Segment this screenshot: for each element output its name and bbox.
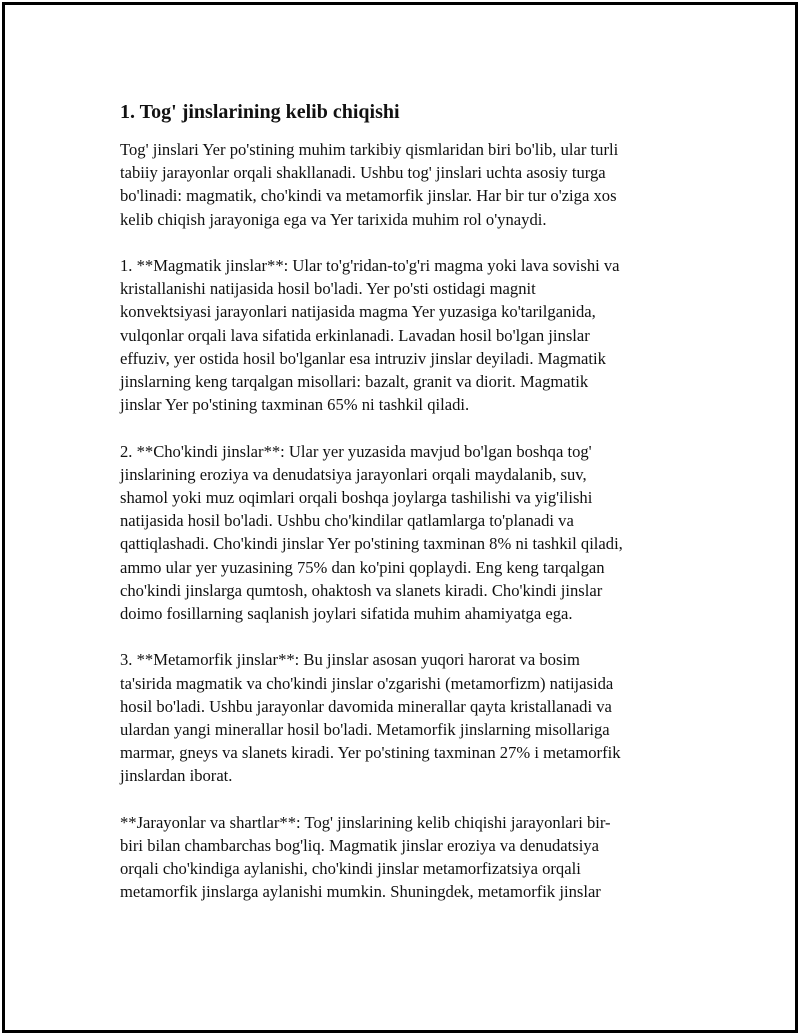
text-line: ta'sirida magmatik va cho'kindi jinslar o'zgarishi (metamorfizm) natijasida [120, 673, 614, 693]
text-line: natijasida hosil bo'ladi. Ushbu cho'kindilar qatlamlarga to'planadi va [120, 511, 574, 531]
text-line: jinslarning keng tarqalgan misollari: bazalt, granit va diorit. Magmatik [120, 372, 589, 392]
text-line: jinslarining eroziya va denudatsiya jarayonlari orqali maydalanib, suv, [120, 464, 587, 484]
text-line: Tog' jinslari Yer po'stining muhim tarkibiy qismlaridan biri bo'lib, ular turli [120, 140, 619, 159]
text-line: metamorfik jinslarga aylanishi mumkin. Shuningdek, metamorfik jinslar [120, 882, 601, 902]
text-line: 1. **Magmatik jinslar**: Ular to'g'ridan-to'g'ri magma yoki lava sovishi va [120, 256, 620, 275]
text-line: qattiqlashadi. Cho'kindi jinslar Yer po'stining taxminan 8% ni tashkil qiladi, [120, 534, 623, 554]
text-line: tabiiy jarayonlar orqali shakllanadi. Ushbu tog' jinslari uchta asosiy turga [120, 163, 606, 183]
text-line: hosil bo'ladi. Ushbu jarayonlar davomida minerallar qayta kristallanadi va [120, 696, 612, 716]
text-line: jinslardan iborat. [120, 766, 233, 786]
text-line: cho'kindi jinslarga qumtosh, ohaktosh va slanets kiradi. Cho'kindi jinslar [120, 580, 603, 600]
text-line: 3. **Metamorfik jinslar**: Bu jinslar asosan yuqori harorat va bosim [120, 650, 580, 670]
text-line: 2. **Cho'kindi jinslar**: Ular yer yuzasida mavjud bo'lgan boshqa tog' [120, 441, 592, 461]
text-line: kelib chiqish jarayoniga ega va Yer tarixida muhim rol o'ynaydi. [120, 209, 547, 229]
intro-paragraph [120, 138, 690, 231]
text-line: konvektsiyasi jarayonlari natijasida magma Yer yuzasiga ko'tarilganida, [120, 302, 596, 322]
text-line: vulqonlar orqali lava sifatida erkinlanadi. Lavadan hosil bo'lgan jinslar [120, 325, 590, 345]
page-frame [2, 2, 798, 1033]
text-line: doimo fosillarning saqlanish joylari sifatida muhim ahamiyatga ega. [120, 604, 573, 624]
document-title: 1. Tog' jinslarining kelib chiqishi [120, 101, 400, 123]
text-line: **Jarayonlar va shartlar**: Tog' jinslarining kelib chiqishi jarayonlari bir- [120, 812, 611, 832]
text-line: kristallanishi natijasida hosil bo'ladi. Yer po'sti ostidagi magnit [120, 279, 536, 299]
metamorphic-rocks-paragraph [120, 648, 690, 787]
text-line: bo'linadi: magmatik, cho'kindi va metamorfik jinslar. Har bir tur o'ziga xos [120, 186, 617, 206]
text-line: marmar, gneys va slanets kiradi. Yer po'stining taxminan 27% i metamorfik [120, 743, 621, 763]
magmatic-rocks-paragraph [120, 254, 690, 416]
text-line: shamol yoki muz oqimlari orqali boshqa joylarga tashilishi va yig'ilishi [120, 488, 593, 508]
text-line: ulardan yangi minerallar hosil bo'ladi. Metamorfik jinslarning misollariga [120, 720, 610, 740]
text-line: jinslar Yer po'stining taxminan 65% ni tashkil qiladi. [120, 395, 470, 415]
document-body [120, 99, 690, 927]
sedimentary-rocks-paragraph [120, 440, 690, 626]
text-line: effuziv, yer ostida hosil bo'lganlar esa intruziv jinslar deyiladi. Magmatik [120, 348, 606, 368]
text-line: orqali cho'kindiga aylanishi, cho'kindi jinslar metamorfizatsiya orqali [120, 859, 581, 879]
text-line: biri bilan chambarchas bog'liq. Magmatik jinslar eroziya va denudatsiya [120, 836, 599, 856]
processes-paragraph [120, 811, 690, 904]
text-line: ammo ular yer yuzasining 75% dan ko'pini qoplaydi. Eng keng tarqalgan [120, 557, 605, 577]
